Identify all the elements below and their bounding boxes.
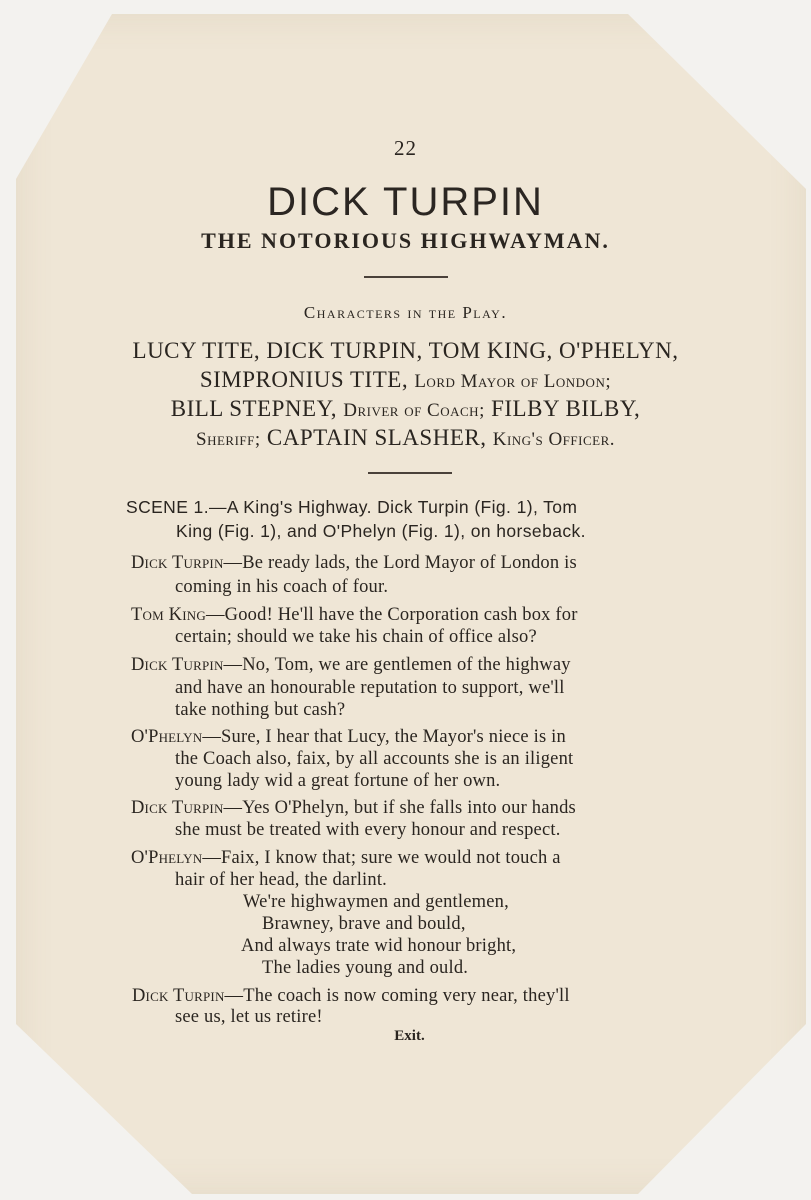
character-role: Lord Mayor of London; (414, 371, 612, 392)
dialogue-continuation: she must be treated with every honour and respect. (175, 820, 561, 840)
dialogue-text: —Good! He'll have the Corporation cash box for (205, 605, 578, 625)
dialogue-continuation: coming in his coach of four. (175, 577, 389, 597)
characters-line-1 (0, 338, 811, 364)
play-title: DICK TURPIN (267, 180, 544, 224)
dialogue-text: —Sure, I hear that Lucy, the Mayor's niece is in (202, 727, 566, 747)
character-name: SIMPRONIUS TITE, (199, 367, 409, 392)
play-subtitle: THE NOTORIOUS HIGHWAYMAN. (201, 228, 610, 253)
character-names: LUCY TITE, DICK TURPIN, TOM KING, O'PHELYN, (132, 338, 679, 363)
dialogue-text: —Yes O'Phelyn, but if she falls into our hands (223, 798, 576, 818)
character-role: King's Officer. (492, 429, 615, 450)
speaker-name: Dick Turpin (131, 798, 224, 818)
divider-rule (368, 472, 452, 474)
speaker-name: Dick Turpin (132, 986, 225, 1006)
characters-line-3 (0, 396, 811, 422)
characters-heading: Characters in the Play. (303, 303, 508, 322)
dialogue-line (131, 655, 571, 676)
speaker-name: Dick Turpin (131, 553, 224, 573)
dialogue-text: —No, Tom, we are gentlemen of the highway (223, 655, 571, 675)
dialogue-line (131, 798, 576, 819)
dialogue-line (131, 605, 578, 626)
dialogue-continuation: hair of her head, the darlint. (175, 870, 387, 890)
dialogue-line (131, 727, 566, 748)
dialogue-line (131, 848, 561, 869)
characters-line-4 (0, 425, 811, 451)
speaker-name: O'Phelyn (131, 848, 203, 868)
dialogue-text: —The coach is now coming very near, they'll (224, 986, 570, 1006)
dialogue-text: —Faix, I know that; sure we would not touch a (202, 848, 561, 868)
character-name: FILBY BILBY, (491, 396, 641, 421)
dialogue-continuation: the Coach also, faix, by all accounts she is an iligent (175, 749, 574, 769)
dialogue-continuation: certain; should we take his chain of office also? (175, 627, 537, 647)
dialogue-line (131, 553, 577, 574)
character-role: Sheriff; (196, 429, 261, 450)
speaker-name: O'Phelyn (131, 727, 203, 747)
dialogue-continuation: take nothing but cash? (175, 700, 346, 720)
speaker-name: Tom King (131, 605, 206, 625)
divider-rule (364, 276, 448, 278)
character-role: Driver of Coach; (343, 400, 485, 421)
dialogue-line (132, 986, 570, 1007)
verse-line: We're highwaymen and gentlemen, (243, 892, 509, 912)
dialogue-text: —Be ready lads, the Lord Mayor of London is (223, 553, 577, 573)
verse-line: Brawney, brave and bould, (262, 914, 466, 934)
scene-heading-line-2: King (Fig. 1), and O'Phelyn (Fig. 1), on horseback. (176, 521, 586, 541)
character-name: BILL STEPNEY, (170, 396, 337, 421)
characters-line-2 (0, 367, 811, 393)
scene-heading-line-1: SCENE 1.—A King's Highway. Dick Turpin (Fig. 1), Tom (126, 497, 578, 517)
page-number: 22 (394, 136, 417, 160)
verse-line: The ladies young and ould. (262, 958, 469, 978)
verse-line: And always trate wid honour bright, (241, 936, 517, 956)
speaker-name: Dick Turpin (131, 655, 224, 675)
stage-direction-exit: Exit. (394, 1028, 425, 1044)
character-name: CAPTAIN SLASHER, (266, 425, 487, 450)
dialogue-continuation: young lady wid a great fortune of her own. (175, 771, 501, 791)
dialogue-continuation: and have an honourable reputation to support, we'll (175, 678, 565, 698)
dialogue-continuation: see us, let us retire! (175, 1007, 323, 1027)
